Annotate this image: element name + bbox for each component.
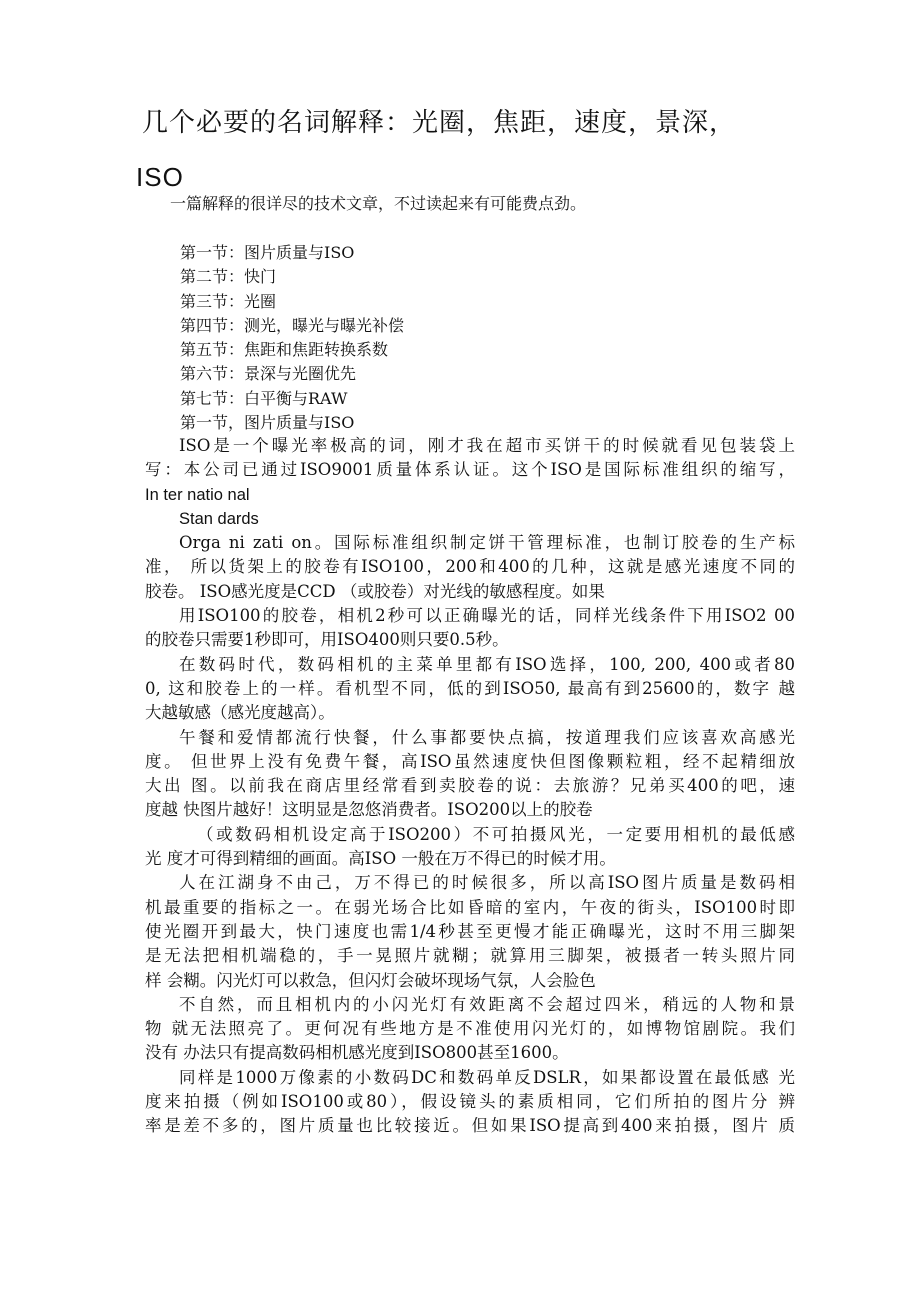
body-line: 准， 所以货架上的胶卷有ISO100，200和400的几种，这就是感光速度不同的 — [145, 557, 795, 577]
body-line: （或数码相机设定高于ISO200）不可拍摄风光，一定要用相机的最低感 — [197, 824, 795, 844]
body-line: 度。 但世界上没有免费午餐，高ISO虽然速度快但图像颗粒粗，经不起精细放 — [145, 751, 795, 771]
body-line: 0, 这和胶卷上的一样。看机型不同，低的到ISO50, 最高有到25600的，数字 越 — [145, 678, 795, 698]
body-line: 率是差不多的，图片质量也比较接近。但如果ISO提高到400来拍摄，图片 质 — [145, 1116, 795, 1136]
body-line: 不自然，而且相机内的小闪光灯有效距离不会超过四米，稍远的人物和景 — [179, 994, 795, 1014]
toc-item: 第七节：白平衡与RAW — [180, 388, 348, 408]
toc-item: 第一节，图片质量与ISO — [180, 413, 355, 433]
intro-paragraph: 一篇解释的很详尽的技术文章，不过读起来有可能费点劲。 — [170, 194, 587, 213]
body-line: 午餐和爱情都流行快餐，什么事都要快点搞，按道理我们应该喜欢高感光 — [179, 727, 795, 747]
toc-item: 第二节：快门 — [180, 267, 277, 287]
body-line: 胶卷。 ISO感光度是CCD （或胶卷）对光线的敏感程度。如果 — [145, 581, 605, 601]
body-line: 度越 快图片越好！这明显是忽悠消费者。ISO200以上的胶卷 — [145, 800, 593, 820]
body-line: 样 会糊。闪光灯可以救急，但闪灯会破坏现场气氛，人会脸色 — [145, 970, 596, 990]
body-line: Orga ni zati on。国际标准组织制定饼干管理标准，也制订胶卷的生产标 — [179, 533, 795, 553]
body-line: 大越敏感（感光度越高）。 — [145, 703, 335, 723]
table-of-contents — [180, 241, 404, 435]
body-line: In ter natio nal — [145, 485, 250, 504]
article-body — [145, 434, 795, 1139]
body-line: 大出 图。以前我在商店里经常看到卖胶卷的说：去旅游？兄弟买400的吧，速 — [145, 776, 795, 796]
body-line: 写：本公司已通过ISO9001质量体系认证。这个ISO是国际标准组织的缩写， — [145, 460, 795, 480]
body-line: 物 就无法照亮了。更何况有些地方是不准使用闪光灯的，如博物馆剧院。我们 — [145, 1019, 795, 1039]
toc-item: 第一节：图片质量与ISO — [180, 243, 355, 262]
toc-item: 第五节：焦距和焦距转换系数 — [180, 340, 389, 360]
body-line: ISO是一个曝光率极高的词，刚才我在超市买饼干的时候就看见包装袋上 — [179, 436, 795, 455]
body-line: Stan dards — [179, 509, 259, 528]
body-line: 光 度才可得到精细的画面。高ISO 一般在万不得已的时候才用。 — [145, 849, 616, 869]
body-line: 的胶卷只需要1秒即可，用ISO400则只要0.5秒。 — [145, 630, 509, 650]
body-line: 使光圈开到最大，快门速度也需1/4秒甚至更慢才能正确曝光，这时不用三脚架 — [145, 921, 795, 941]
body-line: 人在江湖身不由己，万不得已的时候很多，所以高ISO图片质量是数码相 — [179, 873, 795, 893]
body-line: 机最重要的指标之一。在弱光场合比如昏暗的室内，午夜的街头，ISO100时即 — [145, 897, 795, 917]
body-line: 是无法把相机端稳的，手一晃照片就糊；就算用三脚架，被摄者一转头照片同 — [145, 946, 795, 966]
body-line: 没有 办法只有提高数码相机感光度到ISO800甚至1600。 — [145, 1043, 569, 1063]
page-title — [136, 96, 782, 204]
toc-item: 第四节：测光，曝光与曝光补偿 — [180, 315, 405, 335]
toc-item: 第三节：光圈 — [180, 291, 277, 311]
toc-item: 第六节：景深与光圈优先 — [180, 364, 357, 384]
title-line-2: ISO — [136, 162, 184, 192]
body-line: 同样是1000万像素的小数码DC和数码单反DSLR，如果都设置在最低感 光 — [179, 1067, 795, 1087]
body-line: 用ISO100的胶卷，相机2秒可以正确曝光的话，同样光线条件下用ISO2 00 — [179, 606, 795, 626]
title-line-1: 几个必要的名词解释：光圈，焦距，速度，景深， — [142, 108, 737, 138]
body-line: 度来拍摄（例如ISO100或80），假设镜头的素质相同，它们所拍的图片分 辨 — [145, 1092, 795, 1112]
body-line: 在数码时代，数码相机的主菜单里都有ISO选择，100, 200, 400或者80 — [179, 654, 795, 674]
